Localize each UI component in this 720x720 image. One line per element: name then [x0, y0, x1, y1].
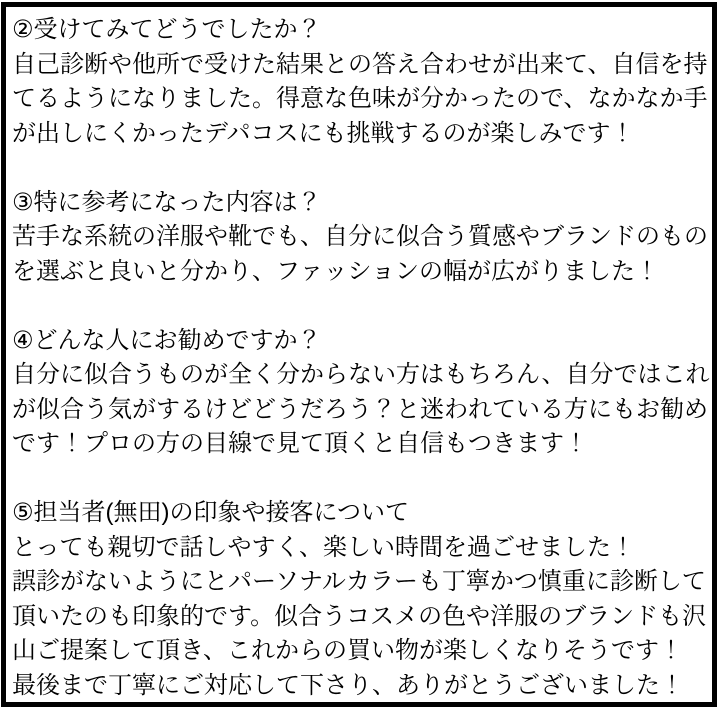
section-q3	[12, 186, 710, 290]
answer-line: 最後まで丁寧にご対応して下さり、ありがとうございました！	[12, 671, 684, 699]
answer-line: 誤診がないようにとパーソナルカラーも丁寧かつ慎重に診断して	[12, 568, 706, 595]
question-heading: ②受けてみてどうでしたか？	[12, 16, 322, 43]
answer-line: 頂いたのも印象的です。似合うコスメの色や洋服のブランドも沢	[12, 602, 707, 630]
answer-line: 自分に似合うものが全く分からない方はもちろん、自分ではこれ	[12, 361, 710, 388]
answer-line: てるようになりました。得意な色味が分かったので、なかなか手	[12, 85, 708, 112]
answer-line: 山ご提案して頂き、これからの買い物が楽しくなりそうです！	[12, 637, 684, 664]
answer-line: 自己診断や他所で受けた結果との答え合わせが出来て、自信を持	[12, 50, 708, 78]
answer-line: が似合う気がするけどどうだろう？と迷われている方にもお勧め	[12, 395, 708, 423]
answer-line: です！プロの方の目線で見て頂くと自信もつきます！	[12, 430, 588, 457]
section-q2	[12, 13, 710, 151]
answer-line: が出しにくかったデパコスにも挑戦するのが楽しみです！	[12, 119, 635, 147]
question-heading: ④どんな人にお勧めですか？	[12, 326, 322, 354]
answer-line: 苦手な系統の洋服や靴でも、自分に似合う質感やブランドのもの	[12, 223, 708, 250]
question-heading: ⑤担当者(無田)の印象や接客について	[12, 499, 410, 526]
section-q4	[12, 324, 710, 462]
answer-line: とっても親切で話しやすく、楽しい時間を過ごせました！	[12, 533, 636, 561]
review-table-cell	[1, 2, 717, 707]
question-heading: ③特に参考になった内容は？	[12, 188, 322, 216]
answer-line: を選ぶと良いと分かり、ファッションの幅が広がりました！	[12, 257, 660, 285]
section-q5	[12, 496, 710, 703]
